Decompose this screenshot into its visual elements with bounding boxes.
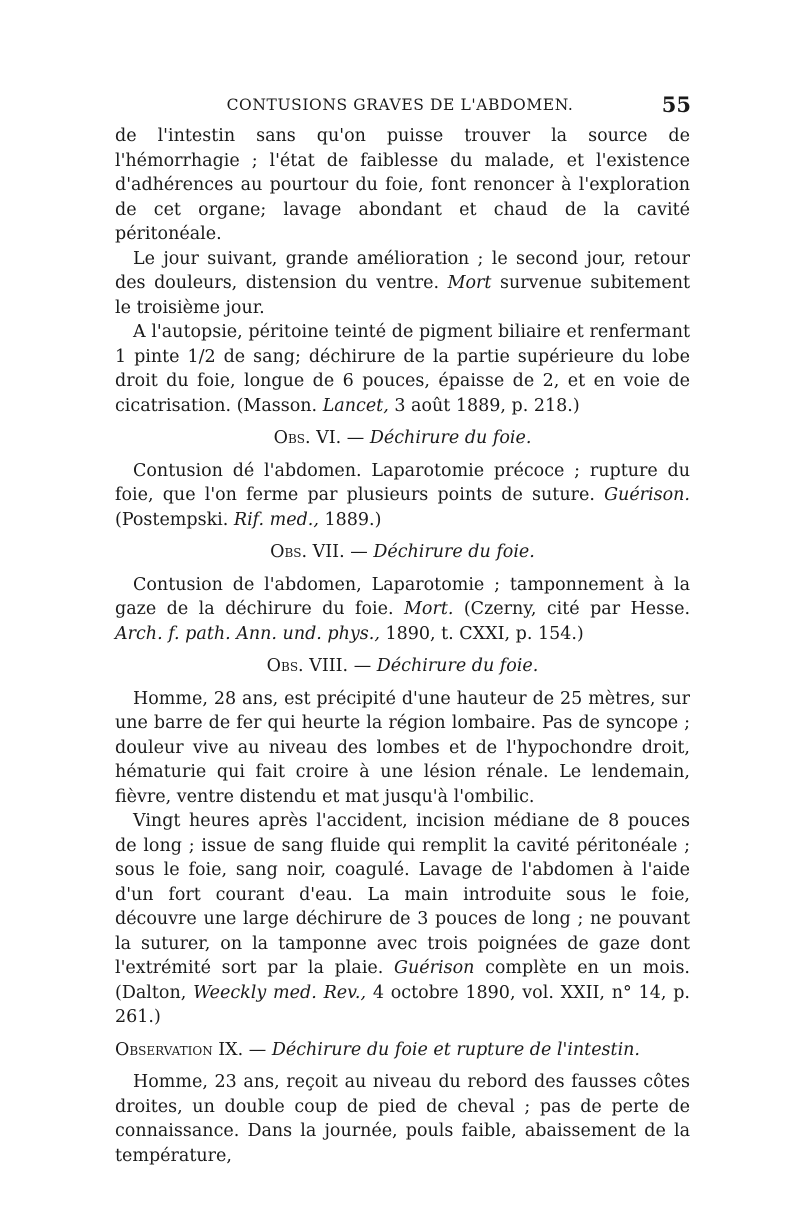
obs-9-para-1: Homme, 23 ans, reçoit au niveau du rebord des fausses côtes droites, un double coup de pied de cheval ; pas de perte de connaissance. Dans la journée, pouls faible, abaissement de la température, — [115, 1072, 690, 1166]
text-run: A l'autopsie, péritoine teinté de pigment biliaire et renfermant 1 pinte 1/2 de sang; déchirure de la partie supérieure du lobe droit du foie, longue de 6 pouces, épaisse de 2, et en voie de cicatrisation. (Masson. — [115, 322, 690, 416]
paragraph-autopsy — [115, 320, 690, 418]
running-head — [115, 92, 691, 122]
text-run: 4 octobre 1890, vol. XXII, n° 14, p. 261.) — [115, 982, 690, 1027]
obs-title: Déchirure du foie. — [376, 656, 539, 676]
italic-run: Guérison. — [604, 485, 690, 505]
italic-run: Rif. med., — [233, 509, 319, 530]
text-run: 1890, t. CXXI, p. 154.) — [379, 623, 584, 644]
obs-8-heading: Obs. VIII. — Déchirure du foie. — [266, 656, 539, 676]
paragraph-following-day — [115, 247, 690, 321]
text-run: Le jour suivant, grande amélioration ; le second jour, retour des douleurs, distension du ventre. — [115, 248, 690, 293]
italic-run: Guérison — [394, 958, 475, 978]
running-title: CONTUSIONS GRAVES DE L'ABDOMEN. — [226, 96, 574, 114]
obs-title: Déchirure du foie. — [373, 542, 535, 562]
text-run: 1889.) — [318, 509, 382, 530]
page-number: 55 — [661, 92, 691, 117]
obs-label: Obs. VI. — [273, 428, 342, 448]
italic-run: Lancet, — [322, 395, 389, 416]
obs-title: Déchirure du foie. — [369, 428, 532, 448]
text-run: 3 août 1889, p. 218.) — [388, 395, 580, 416]
obs-label: Obs. VII. — [270, 542, 345, 562]
text-run: survenue subitement le troisième jour. — [115, 273, 691, 318]
italic-run: Arch. f. path. Ann. und. phys., — [115, 623, 380, 644]
obs-7-heading: Obs. VII. — Déchirure du foie. — [270, 542, 535, 562]
text-run: complète en un mois. (Dalton, — [115, 958, 690, 1003]
text-run: Vingt heures après l'accident, incision médiane de 8 pouces de long ; issue de sang fluide qui remplit la cavité péritonéale ; sous le foie, sang noir, coagulé. Lavage de l'abdomen à l'aide d'un fort courant d'eau. La main introduite sous le foie, découvre une large déchirure de 3 pouces de long ; ne pouvant la suturer, on la tamponne avec trois poignées de gaze dont l'extrémité sort par la plaie. — [115, 811, 690, 978]
italic-run: Weeckly med. Rev., — [193, 982, 367, 1003]
obs-8-para-1: Homme, 28 ans, est précipité d'une hauteur de 25 mètres, sur une barre de fer qui heurte la région lombaire. Pas de syncope ; douleur vive au niveau des lombes et de l'hypochondre droit, hématurie qui fait croire à une lésion rénale. Le lendemain, fièvre, ventre distendu et mat jusqu'à l'ombilic. — [115, 688, 690, 807]
obs-title: Déchirure du foie et rupture de l'intestin. — [271, 1039, 640, 1060]
obs-6-text — [115, 459, 690, 533]
text-run: Contusion de l'abdomen, Laparotomie ; tamponnement à la gaze de la déchirure du foie. — [115, 574, 690, 619]
obs-8-para-2 — [115, 809, 690, 1030]
italic-run: Mort — [447, 273, 492, 293]
text-run: (Czerny, cité par Hesse. — [453, 599, 691, 619]
body-text — [115, 124, 690, 1168]
obs-label: Obs. VIII. — [266, 656, 349, 676]
obs-9-heading: Observation IX. — Déchirure du foie et rupture de l'intestin. — [115, 1039, 640, 1060]
paragraph-continuation: de l'intestin sans qu'on puisse trouver la source de l'hémorrhagie ; l'état de faiblesse du malade, et l'existence d'adhérences au pourtour du foie, font renoncer à l'exploration de cet organe; lavage abondant et chaud de la cavité péritonéale. — [115, 126, 690, 244]
obs-label: Observation IX. — [115, 1039, 244, 1060]
text-run: (Postempski. — [115, 509, 234, 530]
text-run: Contusion dé l'abdomen. Laparotomie précoce ; rupture du foie, que l'on ferme par plusieurs points de suture. — [115, 460, 690, 505]
italic-run: Mort. — [404, 599, 454, 619]
obs-6-heading: Obs. VI. — Déchirure du foie. — [273, 428, 532, 448]
obs-7-text — [115, 573, 690, 647]
